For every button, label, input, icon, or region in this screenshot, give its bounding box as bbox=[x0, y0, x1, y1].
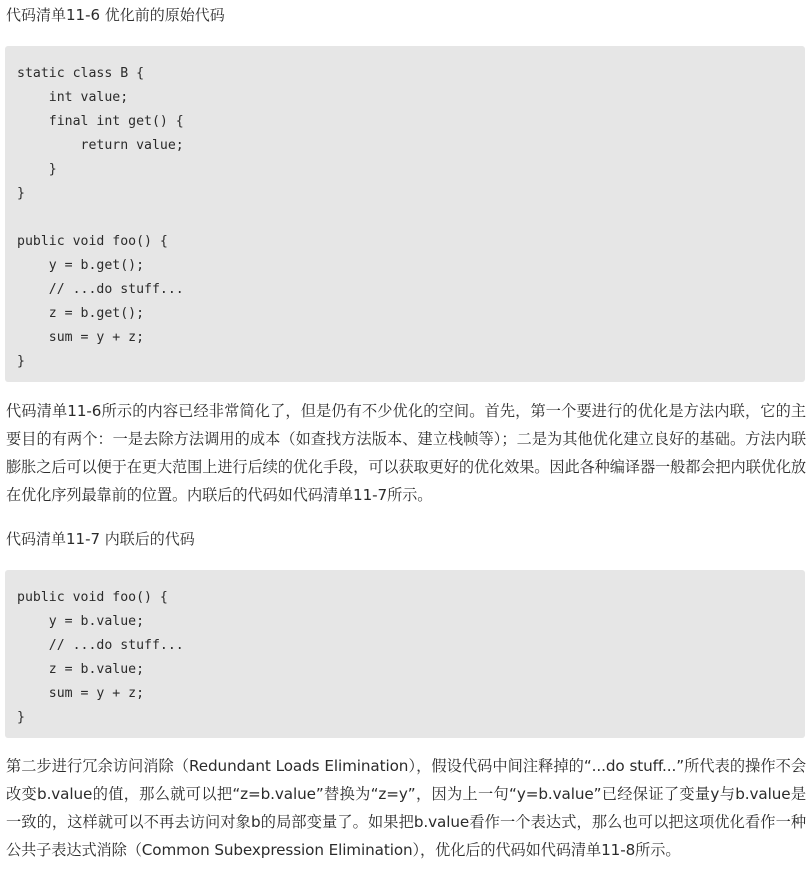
paragraph-inlining: 代码清单11-6所示的内容已经非常简化了，但是仍有不少优化的空间。首先，第一个要进行的优化是方法内联，它的主要目的有两个：一是去除方法调用的成本（如查找方法版本、建立栈帧等）；二是为其他优化建立良好的基础。方法内联膨胀之后可以便于在更大范围上进行后续的优化手段，可以获取更好的优化效果。因此各种编译器一般都会把内联优化放在优化序列最靠前的位置。内联后的代码如代码清单11-7所示。 bbox=[6, 402, 806, 504]
code-line: z = b.get(); bbox=[17, 306, 145, 321]
code-line: final int get() { bbox=[17, 114, 184, 129]
code-line: return value; bbox=[17, 138, 184, 153]
code-line: z = b.value; bbox=[17, 662, 145, 677]
code-line: } bbox=[17, 354, 25, 369]
code-line: // ...do stuff... bbox=[17, 638, 184, 653]
code-line: sum = y + z; bbox=[17, 330, 145, 345]
code-line: y = b.value; bbox=[17, 614, 145, 629]
code-line: } bbox=[17, 710, 25, 725]
listing-11-7-caption: 代码清单11-7 内联后的代码 bbox=[6, 530, 195, 548]
code-line: } bbox=[17, 186, 25, 201]
code-block-listing-11-7 bbox=[5, 570, 805, 738]
code-line: } bbox=[17, 162, 57, 177]
paragraph-redundant-loads: 第二步进行冗余访问消除（Redundant Loads Elimination），假设代码中间注释掉的“...do stuff...”所代表的操作不会改变b.value的值，那么就可以把“z=b.value”替换为“z=y”，因为上一句“y=b.value”已经保证了变量y与b.value是一致的，这样就可以不再去访问对象b的局部变量了。如果把b.value看作一个表达式，那么也可以把这项优化看作一种公共子表达式消除（Common Subexpression Elimination），优化后的代码如代码清单11-8所示。 bbox=[6, 757, 806, 859]
code-line: sum = y + z; bbox=[17, 686, 145, 701]
code-line: public void foo() { bbox=[17, 590, 168, 605]
code-line: // ...do stuff... bbox=[17, 282, 184, 297]
listing-11-6-caption: 代码清单11-6 优化前的原始代码 bbox=[6, 6, 225, 24]
code-line: y = b.get(); bbox=[17, 258, 145, 273]
code-line: static class B { bbox=[17, 66, 145, 81]
code-line: public void foo() { bbox=[17, 234, 168, 249]
code-block-listing-11-6 bbox=[5, 46, 805, 382]
code-line: int value; bbox=[17, 90, 129, 105]
code-line bbox=[17, 206, 805, 230]
